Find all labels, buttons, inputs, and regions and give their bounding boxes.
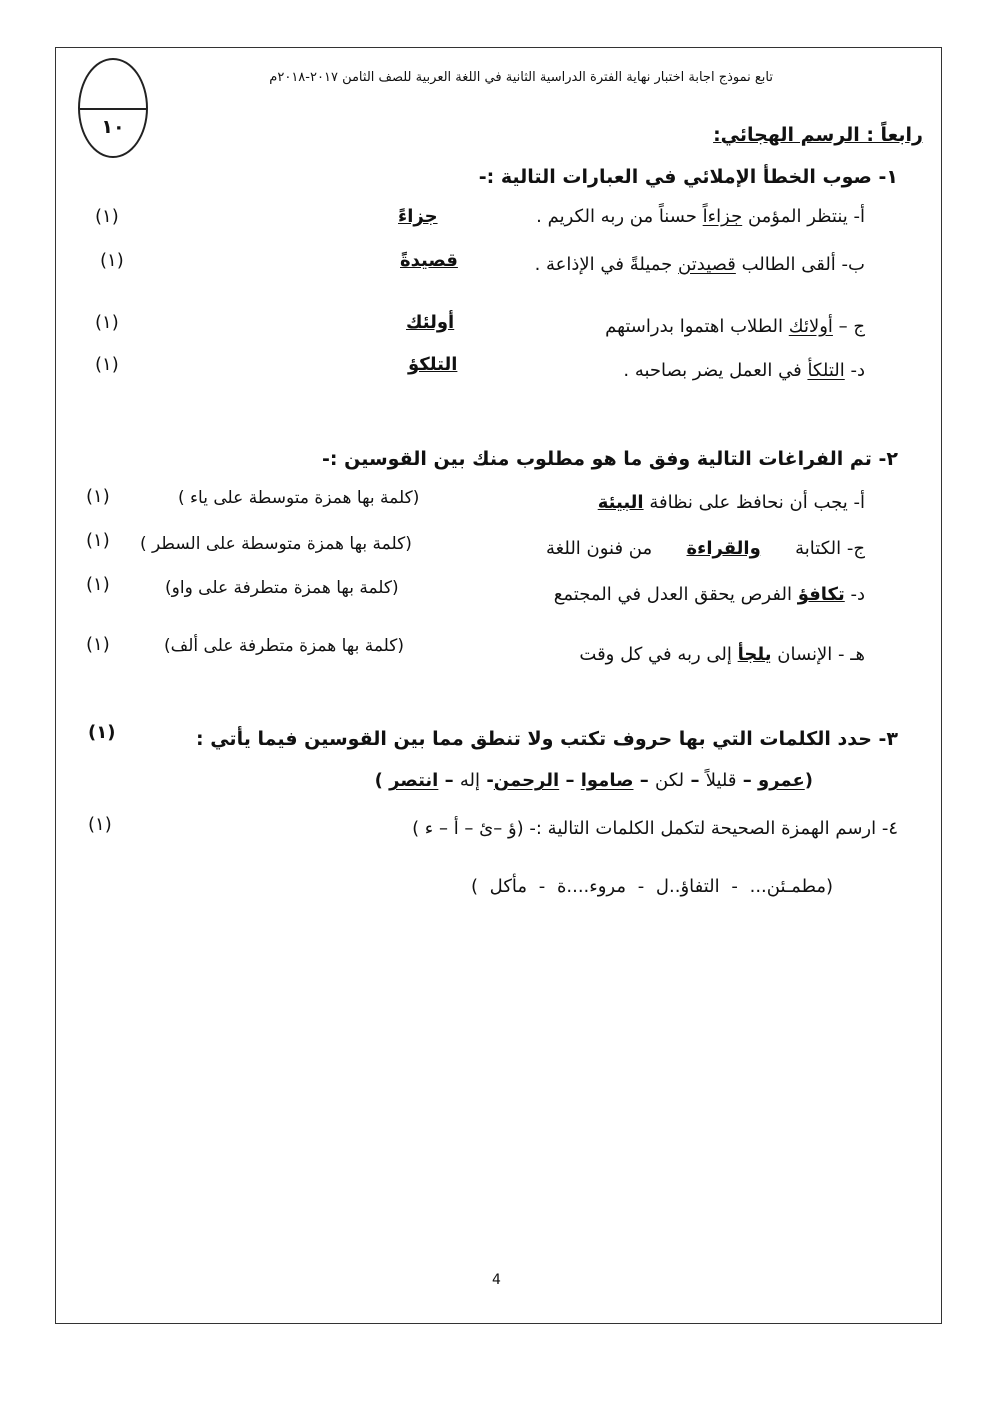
page-number: 4 bbox=[492, 1272, 501, 1288]
item-text-after: الطلاب اهتموا بدراستهم bbox=[605, 316, 784, 337]
item-label: د- bbox=[850, 584, 865, 605]
item-text-after: حسناً من ربه الكريم . bbox=[536, 206, 697, 227]
item-word: والقراءة bbox=[686, 538, 761, 559]
item-label: ج- bbox=[846, 538, 865, 559]
q3-word: عمرو bbox=[758, 770, 805, 791]
q1-answer-d: التلكؤ bbox=[408, 354, 458, 375]
q1-mark-a: (١) bbox=[95, 206, 119, 227]
item-label: د- bbox=[850, 360, 865, 381]
q1-item-d bbox=[623, 360, 865, 381]
score-value: ١٠ bbox=[101, 116, 125, 138]
q4-words: (مطمـئن... - التفاؤ..ل - مروء....ة - مأكل ) bbox=[470, 876, 833, 897]
page-header: تابع نموذج اجابة اختبار نهاية الفترة الدراسية الثانية في اللغة العربية للصف الثامن ٢٠١٧-٢٠١٨م bbox=[269, 70, 773, 85]
q1-answer-b: قصيدةً bbox=[400, 250, 458, 271]
q1-mark-b: (١) bbox=[100, 250, 124, 271]
item-label: ج – bbox=[838, 316, 865, 337]
q2-hint-d: (كلمة بها همزة متطرفة على واو) bbox=[165, 578, 399, 598]
item-word: أولائك bbox=[788, 316, 833, 337]
q3-title: ٣- حدد الكلمات التي بها حروف تكتب ولا تنطق مما بين القوسين فيما يأتي : bbox=[196, 728, 898, 750]
q1-item-a bbox=[536, 206, 865, 227]
item-word: التلكأ bbox=[807, 360, 845, 381]
q1-title: ١- صوب الخطأ الإملائي في العبارات التالية :- bbox=[478, 166, 898, 188]
item-text-before: الإنسان bbox=[777, 644, 833, 665]
item-word: البيئة bbox=[597, 492, 644, 513]
q1-item-b bbox=[535, 254, 865, 275]
item-text-before: يجب أن نحافظ على نظافة bbox=[649, 492, 848, 513]
score-circle bbox=[78, 58, 148, 158]
item-text-after: إلى ربه في كل وقت bbox=[579, 644, 732, 665]
item-word: جزاءاً bbox=[702, 206, 743, 227]
q3-word: انتصر bbox=[389, 770, 439, 791]
q2-mark-d: (١) bbox=[86, 574, 110, 595]
item-label: هـ - bbox=[838, 644, 865, 665]
q3-word-list: (عمرو – قليلاً – لكن – صاموا – الرحمن- إله – انتصر ) bbox=[374, 770, 813, 791]
item-word: قصيدتن bbox=[678, 254, 736, 275]
item-text-before: ينتظر المؤمن bbox=[747, 206, 848, 227]
item-label: أ- bbox=[853, 492, 865, 513]
q3-close-paren: ) bbox=[374, 770, 383, 791]
q3-word: صاموا bbox=[580, 770, 634, 791]
item-text-after: جميلةً في الإذاعة . bbox=[534, 254, 673, 275]
q4-title: ٤- ارسم الهمزة الصحيحة لتكمل الكلمات التالية :- (ؤ –ئ – أ – ء ) bbox=[412, 818, 898, 839]
q2-hint-a: (كلمة بها همزة متوسطة على ياء ) bbox=[178, 488, 420, 508]
item-text-after: الفرص يحقق العدل في المجتمع bbox=[553, 584, 792, 605]
q1-mark-c: (١) bbox=[95, 312, 119, 333]
q2-hint-c: (كلمة بها همزة متوسطة على السطر ) bbox=[140, 534, 412, 554]
q2-mark-e: (١) bbox=[86, 634, 110, 655]
q4-mark: (١) bbox=[88, 814, 112, 835]
q3-open-paren: ( bbox=[804, 770, 813, 791]
q2-mark-a: (١) bbox=[86, 486, 110, 507]
q1-answer-a: جزاءً bbox=[398, 206, 438, 227]
q3-mark: (١) bbox=[88, 722, 116, 743]
item-text-after: في العمل يضر بصاحبه . bbox=[623, 360, 802, 381]
item-text-before: الكتابة bbox=[795, 538, 842, 559]
page-border bbox=[55, 47, 942, 1324]
q2-item-a bbox=[598, 492, 865, 513]
q2-mark-c: (١) bbox=[86, 530, 110, 551]
q1-answer-c: أولئك bbox=[406, 312, 455, 333]
item-label: ب- bbox=[841, 254, 865, 275]
item-word: يلجأ bbox=[737, 644, 772, 665]
q3-word: الرحمن bbox=[493, 770, 560, 791]
score-divider bbox=[80, 108, 146, 110]
item-text-before: ألقى الطالب bbox=[741, 254, 836, 275]
q3-word: إله bbox=[459, 770, 481, 791]
item-label: أ- bbox=[853, 206, 865, 227]
q2-item-e bbox=[579, 644, 865, 665]
q2-hint-e: (كلمة بها همزة متطرفة على ألف) bbox=[164, 636, 405, 656]
q1-item-c bbox=[605, 316, 865, 337]
item-text-after: من فنون اللغة bbox=[546, 538, 653, 559]
q2-item-c bbox=[546, 538, 865, 559]
q3-word: لكن bbox=[655, 770, 685, 791]
q3-word: قليلاً bbox=[705, 770, 737, 791]
q2-title: ٢- تم الفراغات التالية وفق ما هو مطلوب منك بين القوسين :- bbox=[322, 448, 898, 470]
q2-item-d bbox=[554, 584, 865, 605]
item-word: تكافؤ bbox=[797, 584, 845, 605]
section-title: رابعاً : الرسم الهجائي: bbox=[713, 124, 923, 146]
q1-mark-d: (١) bbox=[95, 354, 119, 375]
